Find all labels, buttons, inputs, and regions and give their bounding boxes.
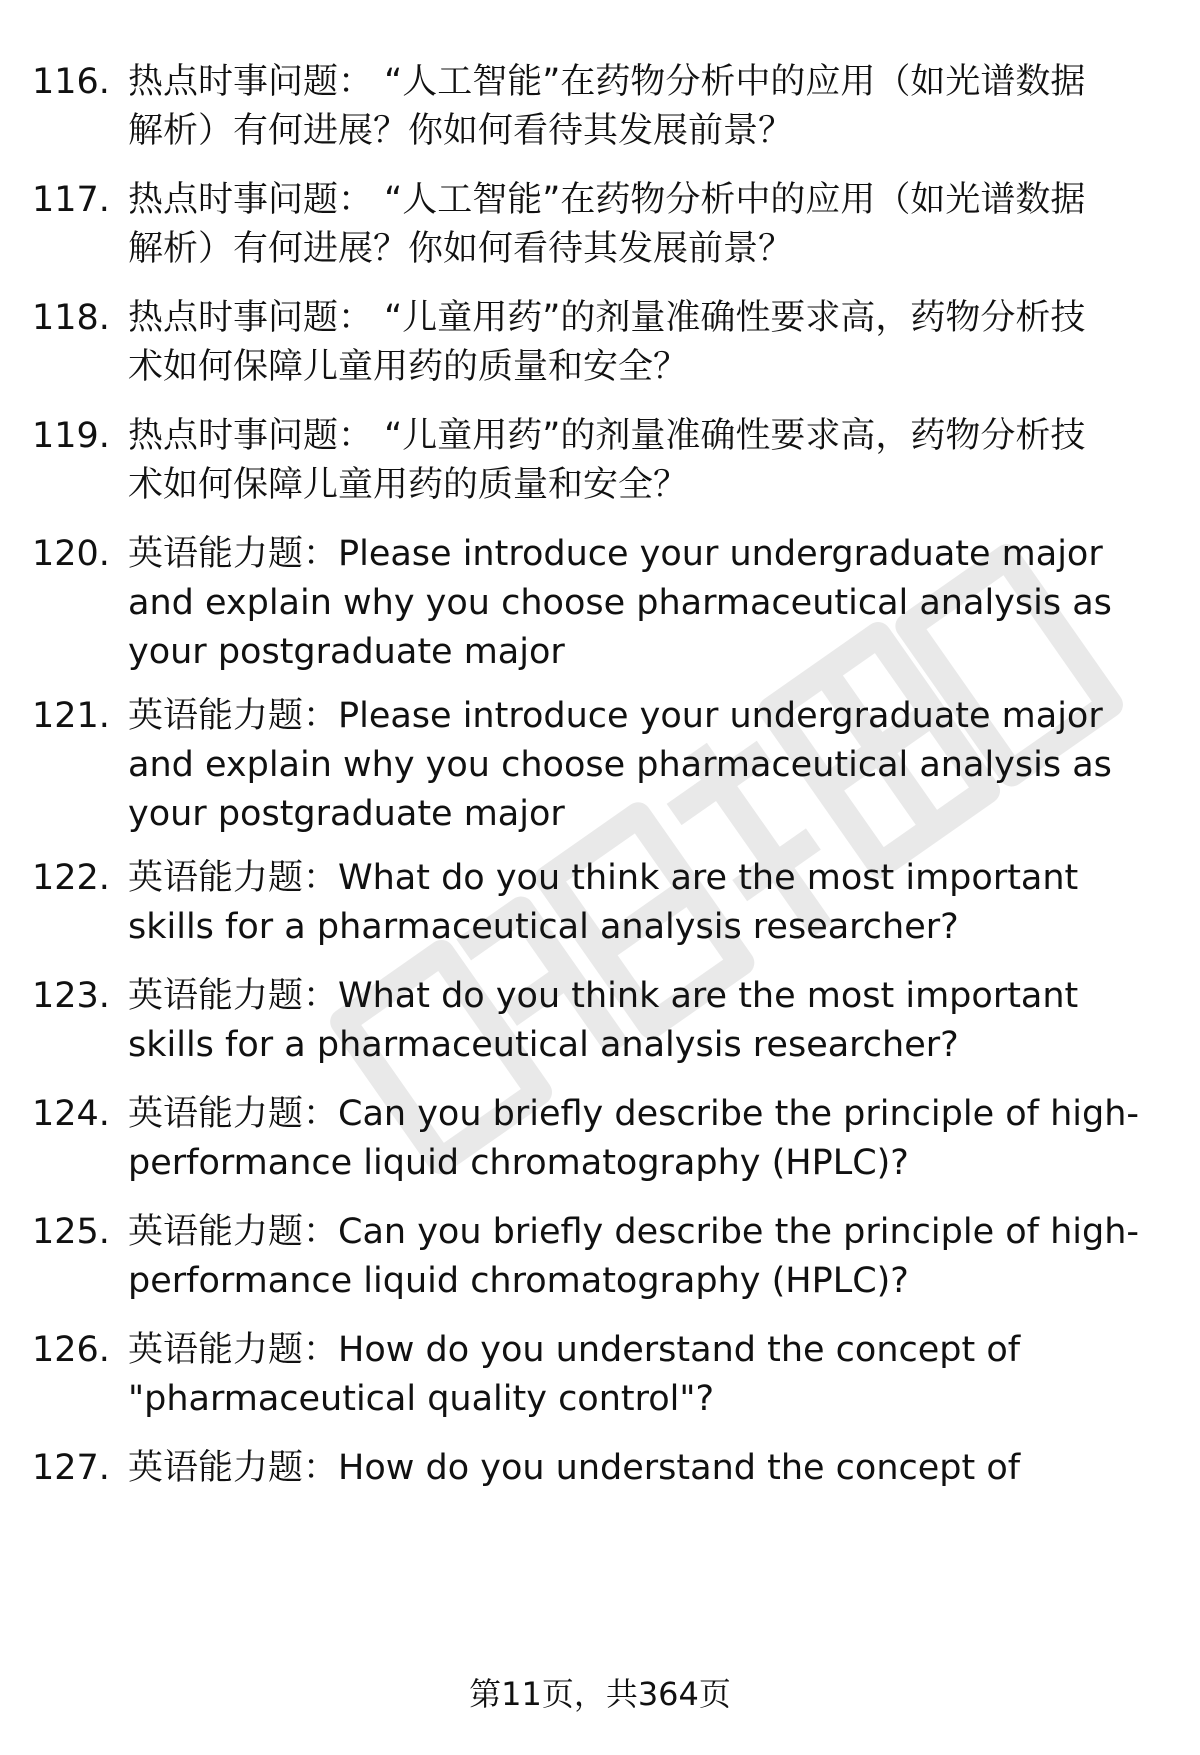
question-text-line: 热点时事问题： “儿童用药”的剂量准确性要求高，药物分析技 bbox=[128, 298, 1086, 338]
question-text-line: your postgraduate major bbox=[128, 794, 565, 834]
question-text-line: performance liquid chromatography (HPLC)? bbox=[128, 1143, 909, 1183]
question-text bbox=[128, 972, 1138, 1070]
question-number: 116. bbox=[32, 62, 110, 102]
question-text bbox=[128, 1090, 1138, 1188]
question-number: 123. bbox=[32, 976, 110, 1016]
question-number: 122. bbox=[32, 858, 110, 898]
question-text-line: performance liquid chromatography (HPLC)? bbox=[128, 1261, 909, 1301]
question-number: 117. bbox=[32, 180, 110, 220]
question-text-line: 英语能力题：What do you think are the most important bbox=[128, 976, 1079, 1016]
question-text bbox=[128, 692, 1138, 839]
question-number: 118. bbox=[32, 298, 110, 338]
question-text bbox=[128, 1444, 1138, 1493]
question-text-line: 英语能力题：Please introduce your undergraduate major bbox=[128, 696, 1103, 736]
question-text-line: 热点时事问题： “儿童用药”的剂量准确性要求高，药物分析技 bbox=[128, 416, 1086, 456]
question-text-line: 解析）有何进展？你如何看待其发展前景？ bbox=[128, 111, 794, 151]
question-item bbox=[0, 1444, 1200, 1584]
question-item bbox=[0, 692, 1200, 832]
question-number: 126. bbox=[32, 1330, 110, 1370]
question-text-line: and explain why you choose pharmaceutical analysis as bbox=[128, 745, 1112, 785]
question-number: 124. bbox=[32, 1094, 110, 1134]
question-text-line: 英语能力题：Please introduce your undergraduate major bbox=[128, 534, 1103, 574]
page-number: 第11页，共364页 bbox=[469, 1675, 731, 1713]
question-text-line: 热点时事问题： “人工智能”在药物分析中的应用（如光谱数据 bbox=[128, 180, 1086, 220]
question-text-line: 英语能力题：What do you think are the most important bbox=[128, 858, 1079, 898]
question-text-line: skills for a pharmaceutical analysis researcher? bbox=[128, 1025, 959, 1065]
question-number: 125. bbox=[32, 1212, 110, 1252]
question-text-line: your postgraduate major bbox=[128, 632, 565, 672]
question-text-line: skills for a pharmaceutical analysis researcher? bbox=[128, 907, 959, 947]
question-text bbox=[128, 58, 1138, 156]
question-text-line: 英语能力题：Can you briefly describe the principle of high- bbox=[128, 1094, 1140, 1134]
question-text-line: 解析）有何进展？你如何看待其发展前景？ bbox=[128, 229, 794, 269]
question-text-line: 术如何保障儿童用药的质量和安全？ bbox=[128, 465, 689, 505]
question-number: 119. bbox=[32, 416, 110, 456]
question-text bbox=[128, 412, 1138, 510]
question-number: 121. bbox=[32, 696, 110, 736]
question-text bbox=[128, 530, 1138, 677]
question-text-line: 英语能力题：How do you understand the concept of bbox=[128, 1448, 1021, 1488]
question-text-line: 热点时事问题： “人工智能”在药物分析中的应用（如光谱数据 bbox=[128, 62, 1086, 102]
question-text bbox=[128, 176, 1138, 274]
question-text bbox=[128, 1326, 1138, 1424]
question-text-line: "pharmaceutical quality control"? bbox=[128, 1379, 715, 1419]
question-item bbox=[0, 530, 1200, 670]
question-text-line: 英语能力题：How do you understand the concept of bbox=[128, 1330, 1021, 1370]
question-number: 120. bbox=[32, 534, 110, 574]
question-text-line: and explain why you choose pharmaceutical analysis as bbox=[128, 583, 1112, 623]
question-text bbox=[128, 1208, 1138, 1306]
question-text-line: 术如何保障儿童用药的质量和安全？ bbox=[128, 347, 689, 387]
question-number: 127. bbox=[32, 1448, 110, 1488]
question-text bbox=[128, 854, 1138, 952]
question-text bbox=[128, 294, 1138, 392]
question-text-line: 英语能力题：Can you briefly describe the principle of high- bbox=[128, 1212, 1140, 1252]
